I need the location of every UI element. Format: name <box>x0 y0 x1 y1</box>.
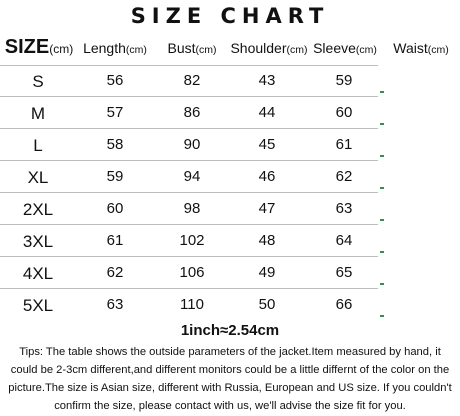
tips-text: Tips: The table shows the outside parameters of the jacket.Item measured by hand, it could be 2-3cm different,and different monitors could be a little differnt of the color on the picture.The size is Asian size, different with Russia, European and US size. If you couldn't confirm the size, please contact with us, we'll advise the size fit for you. <box>8 346 452 412</box>
row-marker <box>380 187 384 189</box>
cell-sleeve: 60 <box>335 104 353 121</box>
cell-shoulder: 46 <box>258 168 276 185</box>
cell-length: 60 <box>106 200 124 217</box>
cell-size: XL <box>27 168 49 187</box>
row-marker <box>380 155 384 157</box>
inch-conversion-note: 1inch≈2.54cm <box>180 322 280 339</box>
header-sleeve-unit: (cm) <box>355 44 377 56</box>
row-marker <box>380 219 384 221</box>
cell-length: 56 <box>106 72 124 89</box>
row-marker <box>380 91 384 93</box>
cell-size: 5XL <box>22 296 54 315</box>
cell-sleeve: 65 <box>335 264 353 281</box>
table-row <box>0 129 460 161</box>
header-waist-unit: (cm) <box>427 44 449 56</box>
cell-size: M <box>30 104 46 123</box>
cell-size: 2XL <box>22 200 54 219</box>
header-size-label: SIZE <box>4 36 50 58</box>
header-bust <box>157 40 227 56</box>
header-bust-unit: (cm) <box>195 44 217 56</box>
cell-shoulder: 45 <box>258 136 276 153</box>
cell-size: S <box>32 72 44 91</box>
header-size-unit: (cm) <box>49 42 74 56</box>
size-table <box>0 29 460 320</box>
cell-length: 58 <box>106 136 124 153</box>
cell-sleeve: 66 <box>335 296 353 313</box>
table-row <box>0 193 460 225</box>
row-marker <box>380 123 384 125</box>
cell-length: 62 <box>106 264 124 281</box>
cell-shoulder: 50 <box>258 296 276 313</box>
cell-size: 4XL <box>22 264 54 283</box>
header-waist <box>385 40 457 56</box>
header-shoulder-unit: (cm) <box>286 44 308 56</box>
cell-bust: 90 <box>183 136 201 153</box>
row-marker <box>380 251 384 253</box>
cell-bust: 94 <box>183 168 201 185</box>
cell-length: 59 <box>106 168 124 185</box>
cell-bust: 98 <box>183 200 201 217</box>
cell-sleeve: 62 <box>335 168 353 185</box>
cell-shoulder: 49 <box>258 264 276 281</box>
cell-length: 63 <box>106 296 124 313</box>
cell-length: 57 <box>106 104 124 121</box>
cell-bust: 82 <box>183 72 201 89</box>
cell-shoulder: 48 <box>258 232 276 249</box>
header-shoulder <box>228 40 310 56</box>
cell-size: 3XL <box>22 232 54 251</box>
table-row <box>0 289 460 321</box>
header-length-unit: (cm) <box>125 44 147 56</box>
cell-bust: 86 <box>183 104 201 121</box>
cell-shoulder: 43 <box>258 72 276 89</box>
size-chart-title: SIZE CHART <box>130 4 330 28</box>
header-bust-label: Bust <box>167 40 196 56</box>
cell-sleeve: 59 <box>335 72 353 89</box>
cell-sleeve: 64 <box>335 232 353 249</box>
cell-length: 61 <box>106 232 124 249</box>
cell-size: L <box>33 136 43 155</box>
header-size <box>4 36 74 59</box>
row-marker <box>380 283 384 285</box>
table-row <box>0 97 460 129</box>
cell-bust: 102 <box>179 232 205 249</box>
cell-shoulder: 44 <box>258 104 276 121</box>
cell-shoulder: 47 <box>258 200 276 217</box>
header-sleeve <box>310 40 380 56</box>
table-row <box>0 65 460 97</box>
header-length <box>80 40 150 56</box>
cell-bust: 106 <box>179 264 205 281</box>
cell-bust: 110 <box>180 296 204 313</box>
header-sleeve-label: Sleeve <box>313 40 356 56</box>
cell-sleeve: 61 <box>335 136 353 153</box>
table-row <box>0 225 460 257</box>
header-length-label: Length <box>83 40 126 56</box>
header-shoulder-label: Shoulder <box>230 40 287 56</box>
table-row <box>0 257 460 289</box>
row-marker <box>380 315 384 317</box>
table-row <box>0 161 460 193</box>
header-waist-label: Waist <box>393 40 428 56</box>
cell-sleeve: 63 <box>335 200 353 217</box>
